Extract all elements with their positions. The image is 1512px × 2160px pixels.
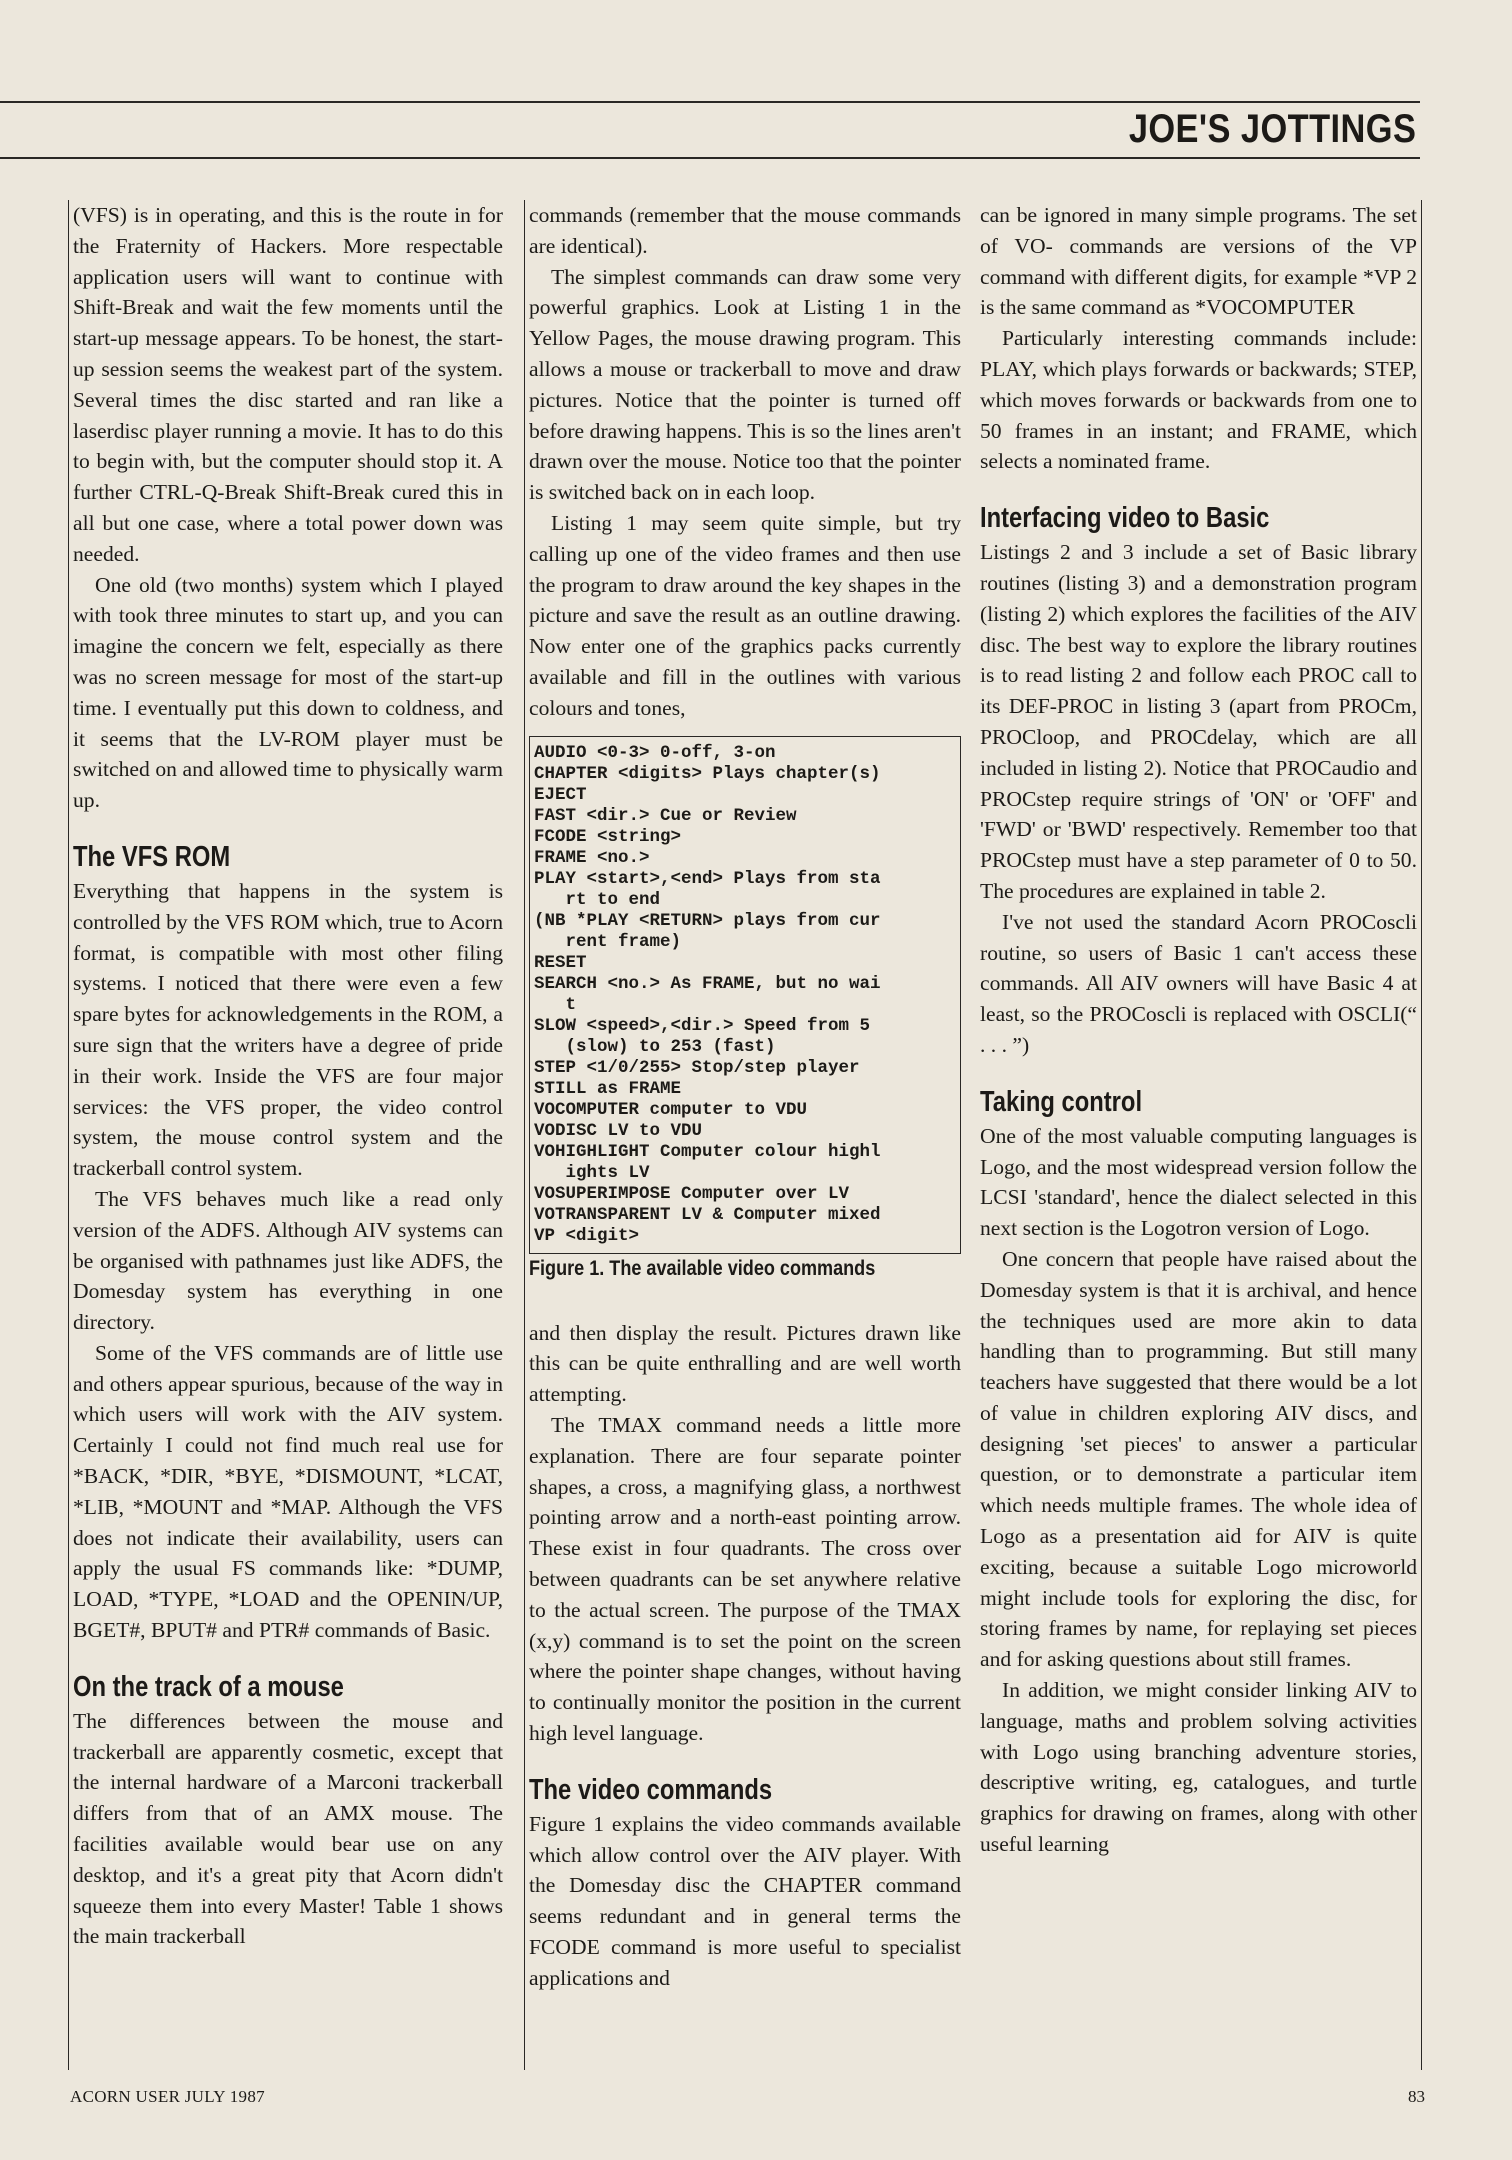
listing-line: SEARCH <no.> As FRAME, but no wai	[534, 973, 881, 994]
listing-line: (NB *PLAY <RETURN> plays from cur	[534, 910, 881, 931]
paragraph: and then display the result. Pictures drawn like this can be quite enthralling and are well worth attempting.	[529, 1320, 961, 1407]
listing-line: PLAY <start>,<end> Plays from sta	[534, 868, 881, 889]
listing-line: (slow) to 253 (fast)	[534, 1036, 776, 1057]
paragraph: commands (remember that the mouse commands are identical).	[529, 203, 961, 258]
column-2	[524, 200, 961, 2070]
paragraph: One of the most valuable computing languages is Logo, and the most widespread version follow the LCSI 'standard', hence the dialect selected in this next section is the Logotron version of Logo.	[980, 1123, 1417, 1241]
paragraph: The VFS behaves much like a read only version of the ADFS. Although AIV systems can be organised with pathnames just like ADFS, the Domesday system has everything in one directory.	[73, 1186, 503, 1335]
listing-line: EJECT	[534, 784, 587, 805]
listing-line: FRAME <no.>	[534, 847, 650, 868]
listing-line: rent frame)	[534, 931, 682, 952]
listing-line: t	[534, 994, 577, 1015]
figure-1-command-listing	[529, 736, 961, 1254]
listing-line: VODISC LV to VDU	[534, 1120, 703, 1141]
listing-line: RESET	[534, 952, 587, 973]
paragraph: (VFS) is in operating, and this is the route in for the Fraternity of Hackers. More respectable application users will want to continue with Shift-Break and wait the few moments until the start-up message appears. To be honest, the start-up session seems the weakest part of the system. Several times the disc started and ran like a laserdisc player running a movie. It has to do this to begin with, but the computer should stop it. A further CTRL-Q-Break Shift-Break cured this in all but one case, where a total power down was needed.	[73, 203, 503, 566]
page-number: 83	[1408, 2087, 1425, 2106]
listing-line: ights LV	[534, 1162, 650, 1183]
figure-1-caption: Figure 1. The available video commands	[529, 1256, 876, 1280]
subheading-vfs-rom: The VFS ROM	[73, 840, 231, 873]
listing-line: AUDIO <0-3> 0-off, 3-on	[534, 742, 776, 763]
paragraph: The TMAX command needs a little more explanation. There are four separate pointer shapes, a cross, a magnifying glass, a northwest pointing arrow and a north-east pointing arrow. These exist in four quadrants. The cross over between quadrants can be set anywhere relative to the actual screen. The purpose of the TMAX (x,y) command is to set the point on the screen where the pointer shape changes, without having to continually monitor the position in the current high level language.	[529, 1412, 961, 1745]
subheading-taking-control: Taking control	[980, 1085, 1143, 1118]
listing-line: SLOW <speed>,<dir.> Speed from 5	[534, 1015, 871, 1036]
subheading-video-commands: The video commands	[529, 1773, 773, 1806]
paragraph: Some of the VFS commands are of little use and others appear spurious, because of the way in which users will work with the AIV system. Certainly I could not find much real use for *BACK, *DIR, *BYE, *DISMOUNT, *LCAT, *LIB, *MOUNT and *MAP. Although the VFS does not indicate their availability, users can apply the usual FS commands like: *DUMP, LOAD, *TYPE, *LOAD and the OPENIN/UP, BGET#, BPUT# and PTR# commands of Basic.	[73, 1340, 503, 1643]
paragraph: I've not used the standard Acorn PROCoscli routine, so users of Basic 1 can't access these commands. All AIV owners will have Basic 4 at least, so the PROCoscli is replaced with OSCLI(“ . . . ”)	[980, 909, 1417, 1057]
paragraph: One old (two months) system which I played with took three minutes to start up, and you can imagine the concern we felt, especially as there was no screen message for most of the start-up time. I eventually put this down to coldness, and it seems that the LV-ROM player must be switched on and allowed time to physically warm up.	[73, 572, 503, 813]
paragraph: Everything that happens in the system is controlled by the VFS ROM which, true to Acorn format, is compatible with most other filing systems. I noticed that there were even a few spare bytes for acknowledgements in the ROM, a sure sign that the writers have a degree of pride in their work. Inside the VFS are four major services: the VFS proper, the video control system, the mouse control system and the trackerball control system.	[73, 878, 503, 1181]
paragraph: Listing 1 may seem quite simple, but try calling up one of the video frames and then use the program to draw around the key shapes in the picture and save the result as an outline drawing. Now enter one of the graphics packs currently available and fill in the outlines with various colours and tones,	[529, 510, 961, 720]
paragraph: In addition, we might consider linking AIV to language, maths and problem solving activities with Logo using branching adventure stories, descriptive writing, eg, catalogues, and turtle graphics for drawing on frames, along with other useful learning	[980, 1678, 1417, 1857]
column-1	[68, 200, 503, 2070]
listing-line: VOHIGHLIGHT Computer colour highl	[534, 1141, 881, 1162]
paragraph: The simplest commands can draw some very powerful graphics. Look at Listing 1 in the Yellow Pages, the mouse drawing program. This allows a mouse or trackerball to move and draw pictures. Notice that the pointer is turned off before drawing happens. This is so the lines aren't drawn over the mouse. Notice too that the pointer is switched back on in each loop.	[529, 264, 961, 505]
listing-line: VOTRANSPARENT LV & Computer mixed	[534, 1204, 881, 1225]
footer-publication: ACORN USER JULY 1987	[70, 2087, 265, 2106]
listing-line: rt to end	[534, 889, 661, 910]
paragraph: One concern that people have raised about the Domesday system is that it is archival, and hence the techniques used are more akin to data handling than to programming. But still many teachers have suggested that there would be a lot of value in children exploring AIV discs, and designing 'set pieces' to answer a particular question, or to demonstrate a particular item which needs multiple frames. The whole idea of Logo as a presentation aid for AIV is quite exciting, because a suitable Logo microworld might include tools for exploring the disc, for storing frames by name, for replaying set pieces and for asking questions about still frames.	[980, 1246, 1417, 1672]
section-title: JOE'S JOTTINGS	[1128, 107, 1416, 151]
header-rule-top	[0, 101, 1420, 103]
column-3	[980, 200, 1422, 2070]
listing-line: CHAPTER <digits> Plays chapter(s)	[534, 763, 881, 784]
paragraph: Listings 2 and 3 include a set of Basic library routines (listing 3) and a demonstration program (listing 2) which explores the facilities of the AIV disc. The best way to explore the library routines is to read listing 2 and follow each PROC call to its DEF-PROC in listing 3 (apart from PROCm, PROCloop, and PROCdelay, which are all included in listing 2). Notice that PROCaudio and PROCstep require strings of 'ON' or 'OFF' and 'FWD' or 'BWD' respectively. Remember too that PROCstep must have a step parameter of 0 to 50. The procedures are explained in table 2.	[980, 540, 1417, 903]
listing-line: VP <digit>	[534, 1225, 640, 1246]
paragraph: Figure 1 explains the video commands available which allow control over the AIV player. With the Domesday disc the CHAPTER command seems redundant and in general terms the FCODE command is more useful to specialist applications and	[529, 1811, 961, 1990]
paragraph: can be ignored in many simple programs. The set of VO- commands are versions of the VP command with different digits, for example *VP 2 is the same command as *VOCOMPUTER	[980, 203, 1417, 320]
listing-line: FCODE <string>	[534, 826, 682, 847]
subheading-track-of-mouse: On the track of a mouse	[73, 1670, 344, 1703]
header-rule-bottom	[0, 157, 1420, 159]
paragraph: The differences between the mouse and trackerball are apparently cosmetic, except that the internal hardware of a Marconi trackerball differs from that of an AMX mouse. The facilities available would bear use on any desktop, and it's a great pity that Acorn didn't squeeze them into every Master! Table 1 shows the main trackerball	[73, 1708, 503, 1949]
subheading-interfacing-video: Interfacing video to Basic	[980, 502, 1270, 535]
listing-line: VOCOMPUTER computer to VDU	[534, 1099, 808, 1120]
listing-line: STEP <1/0/255> Stop/step player	[534, 1057, 860, 1078]
paragraph: Particularly interesting commands include: PLAY, which plays forwards or backwards; STEP, which moves forwards or backwards from one to 50 frames in an instant; and FRAME, which selects a nominated frame.	[980, 326, 1417, 474]
listing-line: FAST <dir.> Cue or Review	[534, 805, 797, 826]
listing-line: STILL as FRAME	[534, 1078, 682, 1099]
listing-line: VOSUPERIMPOSE Computer over LV	[534, 1183, 850, 1204]
